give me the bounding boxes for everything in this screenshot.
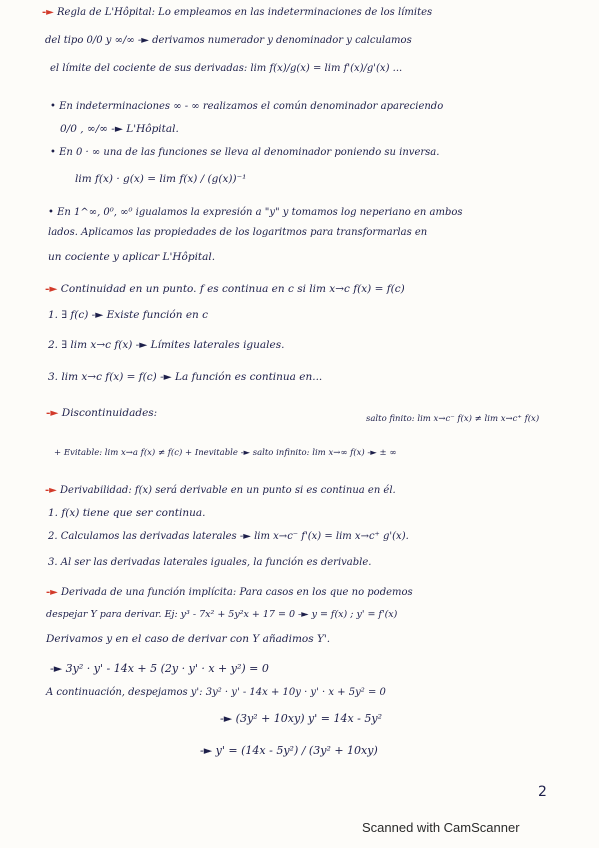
- l26-text: A continuación, despejamos y': 3y² · y' - 14x + 10y · y' · x + 5y² = 0: [46, 687, 386, 698]
- line-6: [50, 146, 599, 160]
- l14-text: 3. lim x→c f(x) = f(c) -► La función es continua en...: [48, 371, 323, 383]
- line-26: [46, 686, 599, 700]
- l7-text: lim f(x) · g(x) = lim f(x) / (g(x))⁻¹: [75, 173, 247, 185]
- arrow-icon: -►: [45, 485, 57, 496]
- l13-text: 2. ∃ lim x→c f(x) -► Límites laterales iguales.: [48, 339, 285, 351]
- line-19: [48, 506, 599, 520]
- arrow-icon: -►: [45, 283, 58, 295]
- l6-text: • En 0 · ∞ una de las funciones se lleva al denominador poniendo su inversa.: [50, 147, 440, 158]
- line-21: [48, 556, 599, 570]
- l15-text: Discontinuidades:: [61, 407, 158, 419]
- arrow-icon: -►: [42, 7, 54, 18]
- l21-text: 3. Al ser las derivadas laterales iguales, la función es derivable.: [48, 557, 372, 568]
- line-5: [60, 122, 599, 136]
- line-20: [48, 530, 599, 544]
- line-24: [46, 632, 599, 646]
- line-23: [46, 608, 599, 622]
- l18-text: Derivabilidad: f(x) será derivable en un punto si es continua en él.: [60, 485, 396, 496]
- line-1: [42, 6, 599, 20]
- line-10: [48, 250, 599, 264]
- line-13: [48, 338, 599, 352]
- l28-text: -► y' = (14x - 5y²) / (3y² + 10xy): [200, 744, 378, 757]
- line-2: [45, 34, 599, 48]
- l11-text: Continuidad en un punto. f es continua en c si lim x→c f(x) = f(c): [60, 283, 405, 295]
- line-8: [48, 206, 599, 220]
- l5-text: 0/0 , ∞/∞ -► L'Hôpital.: [60, 123, 179, 135]
- l12-text: 1. ∃ f(c) -► Existe función en c: [48, 309, 209, 321]
- line-3: [50, 62, 599, 76]
- l27-text: -► (3y² + 10xy) y' = 14x - 5y²: [220, 712, 382, 725]
- line-17: [54, 446, 599, 460]
- l24-text: Derivamos y en el caso de derivar con Y añadimos Y'.: [46, 633, 331, 645]
- line-11: [45, 282, 599, 296]
- l22-text: Derivada de una función implícita: Para casos en los que no podemos: [61, 587, 413, 598]
- line-14: [48, 370, 599, 384]
- line-18: [45, 484, 599, 498]
- l19-text: 1. f(x) tiene que ser continua.: [48, 507, 206, 519]
- l20-text: 2. Calculamos las derivadas laterales -► lim x→c⁻ f'(x) = lim x→c⁺ g'(x).: [48, 531, 409, 542]
- arrow-icon: -►: [46, 587, 58, 598]
- line-9: [48, 226, 599, 240]
- arrow-icon: -►: [46, 407, 59, 419]
- l25-text: -► 3y² · y' - 14x + 5 (2y · y' · x + y²) = 0: [50, 662, 269, 675]
- l3-text: el límite del cociente de sus derivadas: lim f(x)/g(x) = lim f'(x)/g'(x) ...: [50, 63, 403, 74]
- l23-text: despejar Y para derivar. Ej: y³ - 7x² + 5y²x + 17 = 0 -► y = f(x) ; y' = f'(x): [46, 609, 398, 620]
- l16-text: salto finito: lim x→c⁻ f(x) ≠ lim x→c⁺ f(x): [366, 414, 540, 424]
- l10-text: un cociente y aplicar L'Hôpital.: [48, 251, 216, 263]
- scanner-watermark: Scanned with CamScanner: [362, 820, 520, 835]
- line-12: [48, 308, 599, 322]
- l4-text: • En indeterminaciones ∞ - ∞ realizamos el común denominador apareciendo: [50, 101, 444, 112]
- l8-text: • En 1^∞, 0⁰, ∞⁰ igualamos la expresión a "y" y tomamos log neperiano en ambos: [48, 207, 463, 218]
- line-22: [46, 586, 599, 600]
- line-27: [220, 712, 599, 726]
- l9-text: lados. Aplicamos las propiedades de los logaritmos para transformarlas en: [48, 227, 428, 238]
- l2-text: del tipo 0/0 y ∞/∞ -► derivamos numerador y denominador y calculamos: [45, 35, 412, 46]
- line-16: [366, 412, 599, 426]
- line-7: [75, 172, 599, 186]
- line-25: [50, 662, 599, 676]
- line-4: [50, 100, 599, 114]
- page-number: 2: [538, 784, 547, 800]
- l17-text: + Evitable: lim x→a f(x) ≠ f(c) + Inevitable -► salto infinito: lim x→∞ f(x) -► ± ∞: [54, 448, 397, 458]
- l1-text: Regla de L'Hôpital: Lo empleamos en las indeterminaciones de los límites: [57, 7, 433, 18]
- line-28: [200, 744, 599, 758]
